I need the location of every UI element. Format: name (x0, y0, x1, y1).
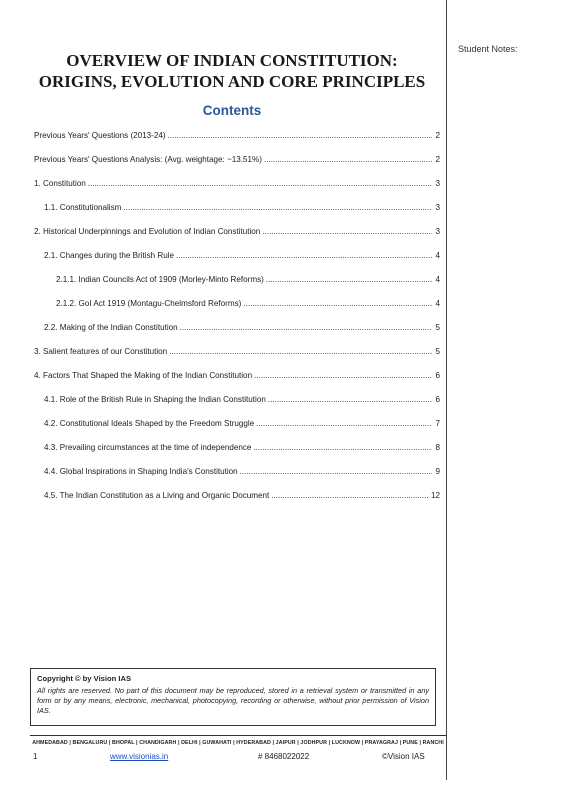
toc-entry-text: 4.3. Prevailing circumstances at the time of independence (44, 443, 252, 452)
toc-entry[interactable] (44, 394, 440, 405)
toc-entry-text: 4.5. The Indian Constitution as a Living and Organic Document (44, 491, 270, 500)
toc-entry-text: 2.2. Making of the Indian Constitution (44, 323, 178, 332)
toc-entry-text: 2.1. Changes during the British Rule (44, 251, 175, 260)
toc-leader-dots (88, 178, 432, 189)
toc-entry[interactable] (44, 202, 440, 213)
toc-entry-page: 6 (435, 395, 440, 404)
toc-entry[interactable] (34, 154, 440, 165)
toc-leader-dots (266, 274, 432, 285)
toc-leader-dots (271, 490, 429, 501)
toc-leader-dots (262, 226, 432, 237)
toc-entry-text: 2.1.1. Indian Councils Act of 1909 (Morley-Minto Reforms) (56, 275, 264, 284)
toc-entry[interactable] (34, 130, 440, 141)
toc-entry[interactable] (56, 298, 440, 309)
toc-entry[interactable] (44, 466, 440, 477)
toc-entry-text: 4.4. Global Inspirations in Shaping India's Constitution (44, 467, 238, 476)
toc-entry-text: 3. Salient features of our Constitution (34, 347, 168, 356)
toc-leader-dots (168, 130, 432, 141)
toc-leader-dots (254, 370, 432, 381)
title-line-2: ORIGINS, EVOLUTION AND CORE PRINCIPLES (38, 72, 426, 91)
toc-entry-page: 8 (435, 443, 440, 452)
toc-entry-text: 4.1. Role of the British Rule in Shaping the Indian Constitution (44, 395, 266, 404)
toc-entry[interactable] (34, 178, 440, 189)
toc-leader-dots (123, 202, 432, 213)
toc-entry[interactable] (34, 226, 440, 237)
toc-entry-page: 9 (435, 467, 440, 476)
copyright-body: All rights are reserved. No part of this document may be reproduced, stored in a retrieval system or transmitted in any form or by any means, electronic, mechanical, photocopying, recording or otherwise, without prior permission of Vision IAS. (37, 686, 429, 715)
footer-cities: AHMEDABAD | BENGALURU | BHOPAL | CHANDIGARH | DELHI | GUWAHATI | HYDERABAD | JAIPUR | JODHPUR | LUCKNOW | PRAYAGRAJ | PUNE | RANCHI (32, 740, 444, 746)
toc-entry-page: 5 (435, 347, 440, 356)
toc-entry[interactable] (44, 322, 440, 333)
title-line-1: OVERVIEW OF INDIAN CONSTITUTION: (66, 51, 398, 70)
toc-leader-dots (256, 418, 432, 429)
toc-entry-text: Previous Years' Questions Analysis: (Avg. weightage: ~13.51%) (34, 155, 262, 164)
toc-entry-page: 12 (430, 491, 440, 500)
phone-number: # 8468022022 (258, 752, 310, 761)
toc-entry-page: 4 (435, 251, 440, 260)
toc-entry-text: Previous Years' Questions (2013-24) (34, 131, 166, 140)
toc-entry-page: 3 (435, 203, 440, 212)
toc-entry-page: 3 (435, 179, 440, 188)
footer-divider (30, 735, 446, 736)
toc-entry-text: 2. Historical Underpinnings and Evolution of Indian Constitution (34, 227, 261, 236)
student-notes-label: Student Notes: (458, 44, 518, 54)
margin-divider (446, 0, 447, 780)
toc-leader-dots (176, 250, 432, 261)
toc-leader-dots (169, 346, 432, 357)
toc-entry-text: 1.1. Constitutionalism (44, 203, 122, 212)
toc-leader-dots (268, 394, 432, 405)
toc-leader-dots (180, 322, 432, 333)
toc-leader-dots (243, 298, 432, 309)
toc-entry-page: 4 (435, 299, 440, 308)
toc-entry-page: 2 (435, 131, 440, 140)
toc-entry[interactable] (56, 274, 440, 285)
toc-leader-dots (253, 442, 432, 453)
brand-copyright: ©Vision IAS (382, 752, 425, 761)
toc-leader-dots (240, 466, 432, 477)
toc-entry-text: 2.1.2. GoI Act 1919 (Montagu-Chelmsford Reforms) (56, 299, 242, 308)
toc-entry-page: 7 (435, 419, 440, 428)
toc-entry-page: 3 (435, 227, 440, 236)
website-link[interactable]: www.visionias.in (110, 752, 169, 761)
toc-entry[interactable] (44, 250, 440, 261)
toc-entry-page: 2 (435, 155, 440, 164)
toc-entry[interactable] (44, 442, 440, 453)
copyright-title: Copyright © by Vision IAS (37, 674, 132, 683)
toc-entry-page: 5 (435, 323, 440, 332)
toc-leader-dots (264, 154, 432, 165)
toc-entry-text: 4. Factors That Shaped the Making of the Indian Constitution (34, 371, 253, 380)
toc-entry-page: 6 (435, 371, 440, 380)
toc-entry-page: 4 (435, 275, 440, 284)
toc-entry-text: 1. Constitution (34, 179, 86, 188)
contents-heading: Contents (202, 103, 262, 118)
toc-entry[interactable] (34, 370, 440, 381)
document-title (22, 50, 442, 92)
copyright-notice (30, 668, 436, 726)
page-number: 1 (33, 752, 38, 761)
toc-entry[interactable] (44, 418, 440, 429)
toc-entry[interactable] (44, 490, 440, 501)
toc-entry-text: 4.2. Constitutional Ideals Shaped by the Freedom Struggle (44, 419, 255, 428)
toc-entry[interactable] (34, 346, 440, 357)
